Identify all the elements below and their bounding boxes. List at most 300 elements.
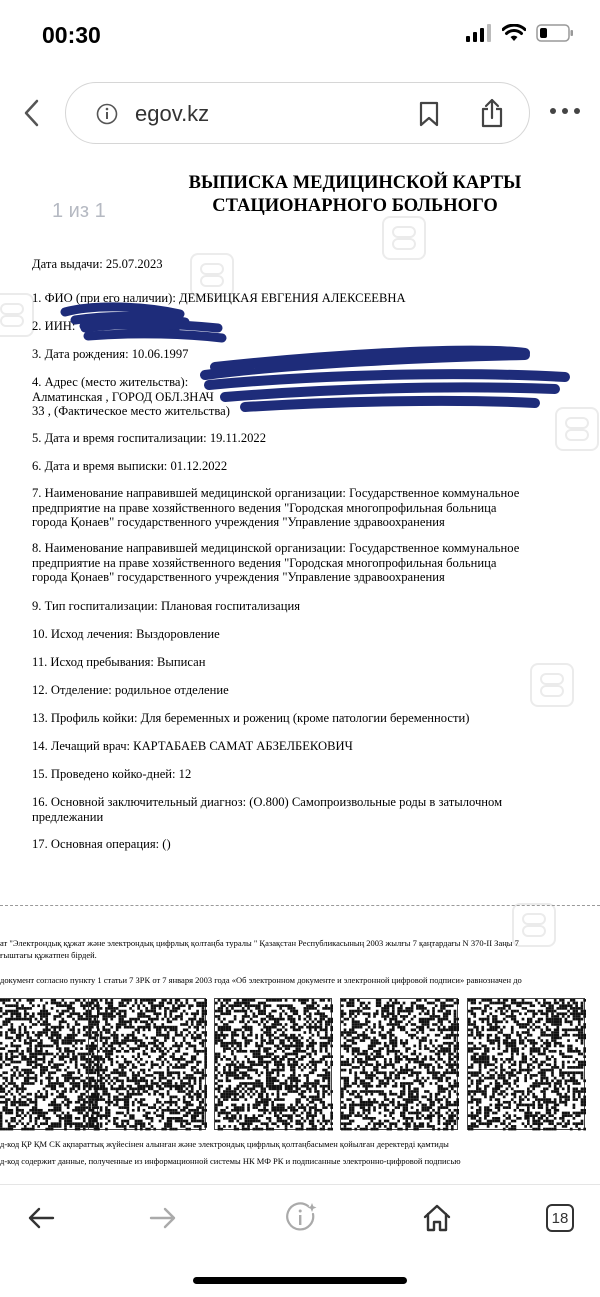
qr-module [389, 999, 392, 1002]
qr-module [397, 1023, 400, 1026]
qr-module [194, 1018, 197, 1021]
qr-module [231, 1034, 234, 1037]
qr-module [411, 1071, 414, 1074]
qr-module [11, 1088, 14, 1091]
qr-module [258, 1104, 261, 1107]
qr-module [45, 1117, 48, 1120]
qr-module [61, 1074, 64, 1077]
qr-module [454, 1050, 457, 1053]
qr-module [100, 1082, 103, 1085]
qr-module [59, 1015, 62, 1018]
qr-module [151, 1010, 154, 1013]
qr-module [285, 1047, 288, 1050]
qr-module [424, 1055, 427, 1058]
qr-module [325, 1120, 328, 1123]
qr-module [279, 1042, 282, 1045]
qr-module [67, 1114, 70, 1117]
qr-module [440, 1002, 443, 1005]
qr-module [113, 1034, 116, 1037]
qr-module [194, 1045, 197, 1048]
qr-module [11, 1045, 14, 1048]
qr-module [298, 1039, 301, 1042]
qr-module [100, 1066, 103, 1069]
qr-module [379, 1125, 382, 1128]
qr-module [456, 1029, 459, 1032]
qr-module [59, 1125, 62, 1128]
qr-module [468, 1020, 471, 1023]
qr-module [61, 1063, 64, 1066]
qr-module [554, 1061, 557, 1064]
qr-module [304, 1007, 307, 1010]
qr-module [153, 1010, 156, 1013]
qr-module [204, 1039, 207, 1042]
qr-module [191, 1104, 194, 1107]
qr-module [416, 1055, 419, 1058]
qr-module [186, 1077, 189, 1080]
qr-module [578, 1018, 581, 1021]
qr-module [56, 1069, 59, 1072]
qr-module [489, 1007, 492, 1010]
qr-module [506, 1039, 509, 1042]
qr-module [277, 999, 280, 1002]
qr-module [64, 1128, 67, 1131]
qr-module [309, 1004, 312, 1007]
qr-module [89, 1029, 92, 1032]
qr-module [368, 1045, 371, 1048]
field-referring-org: 7. Наименование направившей медицинской организации: Государственное коммунальное предприятие на праве хозяйственного ведения "Городская многопрофильная больница города Қонаев" государственного учреждения "Управление здравоохранения [32, 486, 520, 529]
qr-module [287, 1004, 290, 1007]
qr-module [247, 1069, 250, 1072]
qr-module [443, 1050, 446, 1053]
qr-module [56, 1114, 59, 1117]
qr-module [199, 1037, 202, 1040]
qr-module [40, 1069, 43, 1072]
qr-module [250, 1061, 253, 1064]
qr-module [532, 1042, 535, 1045]
qr-module [551, 1037, 554, 1040]
qr-module [312, 1050, 315, 1053]
qr-module [45, 1031, 48, 1034]
qr-module [317, 1010, 320, 1013]
qr-module [487, 1047, 490, 1050]
qr-module [119, 1004, 122, 1007]
qr-module [384, 1015, 387, 1018]
qr-module [37, 1031, 40, 1034]
qr-module [167, 1026, 170, 1029]
qr-module [40, 1082, 43, 1085]
qr-module [161, 1088, 164, 1091]
qr-module [506, 1050, 509, 1053]
qr-module [365, 1055, 368, 1058]
qr-module [151, 1050, 154, 1053]
qr-module [24, 1031, 27, 1034]
qr-module [35, 1055, 38, 1058]
qr-module [153, 1026, 156, 1029]
qr-module [172, 1077, 175, 1080]
qr-module [320, 1045, 323, 1048]
qr-module [411, 1093, 414, 1096]
qr-module [16, 1109, 19, 1112]
qr-module [228, 1120, 231, 1123]
qr-module [164, 1037, 167, 1040]
qr-module [236, 1042, 239, 1045]
qr-module [468, 1050, 471, 1053]
qr-module [322, 1069, 325, 1072]
qr-module [191, 1023, 194, 1026]
qr-module [524, 1055, 527, 1058]
qr-module [143, 1063, 146, 1066]
qr-module [175, 1050, 178, 1053]
qr-module [440, 1077, 443, 1080]
qr-module [250, 1122, 253, 1125]
qr-module [113, 1071, 116, 1074]
qr-module [440, 1058, 443, 1061]
qr-module [403, 1104, 406, 1107]
qr-module [287, 1037, 290, 1040]
qr-module [448, 1004, 451, 1007]
qr-module [119, 1088, 122, 1091]
qr-module [456, 1093, 459, 1096]
qr-module [140, 1045, 143, 1048]
qr-module [159, 1106, 162, 1109]
qr-module [430, 1002, 433, 1005]
qr-module [403, 1029, 406, 1032]
qr-module [530, 1026, 533, 1029]
qr-module [156, 1071, 159, 1074]
qr-module [127, 1002, 130, 1005]
qr-module [245, 1117, 248, 1120]
bookmark-icon[interactable] [417, 101, 441, 127]
qr-module [481, 999, 484, 1002]
qr-module [346, 1090, 349, 1093]
qr-module [357, 999, 360, 1002]
qr-module [159, 1120, 162, 1123]
qr-module [35, 1104, 38, 1107]
qr-module [27, 1061, 30, 1064]
qr-module [255, 1071, 258, 1074]
qr-module [92, 1079, 95, 1082]
qr-module [349, 1093, 352, 1096]
qr-module [140, 1125, 143, 1128]
qr-module [204, 1034, 207, 1037]
qr-module [481, 1061, 484, 1064]
qr-module [508, 1061, 511, 1064]
qr-module [175, 1058, 178, 1061]
qr-module [443, 1071, 446, 1074]
qr-module [368, 1037, 371, 1040]
qr-module [405, 1104, 408, 1107]
qr-module [443, 1015, 446, 1018]
qr-module [186, 1042, 189, 1045]
qr-module [119, 1112, 122, 1115]
qr-module [129, 1061, 132, 1064]
qr-module [29, 1093, 32, 1096]
qr-module [330, 1004, 333, 1007]
qr-module [78, 1122, 81, 1125]
qr-module [432, 1071, 435, 1074]
qr-module [5, 1128, 8, 1131]
more-icon[interactable] [548, 106, 582, 116]
qr-module [29, 1055, 32, 1058]
qr-module [53, 1082, 56, 1085]
qr-module [51, 999, 54, 1002]
qr-module [554, 1063, 557, 1066]
qr-module [236, 1112, 239, 1115]
qr-module [27, 1018, 30, 1021]
qr-module [354, 1071, 357, 1074]
qr-module [124, 1023, 127, 1026]
qr-module [448, 1071, 451, 1074]
qr-module [27, 1063, 30, 1066]
qr-module [290, 1106, 293, 1109]
qr-module [530, 1004, 533, 1007]
qr-module [94, 1096, 97, 1099]
qr-module [562, 1007, 565, 1010]
qr-module [538, 1066, 541, 1069]
qr-module [357, 1066, 360, 1069]
qr-module [183, 1071, 186, 1074]
watermark-logo [0, 293, 34, 337]
qr-module [11, 1128, 14, 1131]
field-fio: 1. ФИО (при его наличии): ДЕМБИЦКАЯ ЕВГЕНИЯ АЛЕКСЕЕВНА [32, 291, 406, 305]
qr-module [228, 1058, 231, 1061]
qr-module [167, 1082, 170, 1085]
qr-module [8, 1082, 11, 1085]
qr-module [416, 1071, 419, 1074]
qr-module [56, 1002, 59, 1005]
qr-module [78, 1088, 81, 1091]
qr-module [0, 1074, 2, 1077]
qr-module [492, 1047, 495, 1050]
qr-module [186, 1047, 189, 1050]
qr-module [551, 1012, 554, 1015]
qr-module [430, 1055, 433, 1058]
qr-module [341, 1055, 344, 1058]
qr-module [16, 1037, 19, 1040]
qr-module [67, 1071, 70, 1074]
qr-module [161, 1077, 164, 1080]
qr-module [408, 1010, 411, 1013]
qr-module [53, 1085, 56, 1088]
qr-module [575, 1012, 578, 1015]
qr-module [156, 1085, 159, 1088]
qr-module [532, 1047, 535, 1050]
qr-module [360, 1101, 363, 1104]
qr-module [250, 1050, 253, 1053]
qr-module [570, 1055, 573, 1058]
qr-module [454, 1026, 457, 1029]
qr-module [440, 1106, 443, 1109]
qr-module [19, 1012, 22, 1015]
qr-module [97, 1098, 100, 1101]
qr-module [263, 1002, 266, 1005]
qr-module [135, 1058, 138, 1061]
qr-module [322, 1058, 325, 1061]
qr-module [153, 1106, 156, 1109]
qr-module [293, 1026, 296, 1029]
qr-module [188, 1045, 191, 1048]
qr-module [253, 1120, 256, 1123]
qr-module [312, 1120, 315, 1123]
qr-module [403, 1082, 406, 1085]
qr-module [188, 1042, 191, 1045]
qr-module [164, 1125, 167, 1128]
qr-module [124, 1088, 127, 1091]
qr-module [365, 1077, 368, 1080]
qr-module [438, 1079, 441, 1082]
qr-module [362, 1007, 365, 1010]
qr-module [368, 1085, 371, 1088]
qr-module [282, 1050, 285, 1053]
qr-module [64, 1096, 67, 1099]
qr-module [13, 1125, 16, 1128]
qr-module [405, 1125, 408, 1128]
qr-module [21, 1104, 24, 1107]
qr-module [59, 1114, 62, 1117]
qr-module [223, 1023, 226, 1026]
qr-module [522, 1069, 525, 1072]
qr-module [48, 1079, 51, 1082]
qr-module [511, 1039, 514, 1042]
qr-module [413, 1112, 416, 1115]
qr-module [290, 1053, 293, 1056]
qr-module [191, 1120, 194, 1123]
qr-module [29, 1082, 32, 1085]
qr-module [8, 1020, 11, 1023]
qr-module [304, 1010, 307, 1013]
qr-module [67, 1007, 70, 1010]
qr-module [121, 1023, 124, 1026]
qr-module [559, 1053, 562, 1056]
qr-module [116, 1112, 119, 1115]
qr-module [92, 1002, 95, 1005]
qr-module [110, 1063, 113, 1066]
qr-module [484, 1055, 487, 1058]
url-text[interactable]: egov.kz [135, 101, 210, 126]
qr-module [145, 1074, 148, 1077]
qr-module [454, 1055, 457, 1058]
qr-module [495, 1018, 498, 1021]
qr-module [314, 1061, 317, 1064]
qr-module [487, 1023, 490, 1026]
qr-module [282, 1018, 285, 1021]
qr-module [0, 1026, 2, 1029]
qr-module [137, 1088, 140, 1091]
address-bar[interactable] [65, 82, 530, 144]
qr-module [471, 1058, 474, 1061]
qr-module [392, 1018, 395, 1021]
qr-module [151, 1061, 154, 1064]
qr-module [476, 1061, 479, 1064]
qr-module [551, 1023, 554, 1026]
qr-module [199, 1096, 202, 1099]
qr-module [392, 1101, 395, 1104]
qr-module [83, 1063, 86, 1066]
qr-module [97, 1074, 100, 1077]
qr-module [408, 1088, 411, 1091]
qr-module [239, 1082, 242, 1085]
qr-module [121, 1071, 124, 1074]
qr-module [395, 1042, 398, 1045]
qr-module [405, 1122, 408, 1125]
qr-module [53, 1109, 56, 1112]
qr-module [511, 1055, 514, 1058]
qr-module [503, 1042, 506, 1045]
info-icon[interactable] [96, 103, 118, 125]
qr-module [346, 1004, 349, 1007]
qr-module [56, 1109, 59, 1112]
qr-module [424, 999, 427, 1002]
qr-module [373, 1055, 376, 1058]
qr-module [94, 1088, 97, 1091]
qr-module [403, 1010, 406, 1013]
qr-module [471, 1047, 474, 1050]
qr-module [522, 1058, 525, 1061]
qr-module [269, 1012, 272, 1015]
qr-module [581, 1053, 584, 1056]
qr-module [389, 1004, 392, 1007]
qr-module [67, 1053, 70, 1056]
qr-module [255, 1015, 258, 1018]
qr-module [11, 1104, 14, 1107]
qr-module [438, 1088, 441, 1091]
qr-module [269, 1074, 272, 1077]
qr-module [419, 1047, 422, 1050]
qr-module [59, 1093, 62, 1096]
qr-module [365, 1058, 368, 1061]
qr-module [306, 1077, 309, 1080]
qr-module [148, 1085, 151, 1088]
qr-module [271, 1093, 274, 1096]
qr-module [282, 1109, 285, 1112]
qr-module [245, 1071, 248, 1074]
qr-module [304, 1120, 307, 1123]
share-icon[interactable] [479, 98, 505, 128]
qr-module [113, 1088, 116, 1091]
qr-module [196, 1120, 199, 1123]
qr-module [269, 1004, 272, 1007]
qr-module [97, 1050, 100, 1053]
qr-module [384, 1058, 387, 1061]
qr-module [309, 1007, 312, 1010]
qr-module [51, 1058, 54, 1061]
qr-module [514, 1039, 517, 1042]
qr-module [164, 1058, 167, 1061]
qr-module [78, 1071, 81, 1074]
qr-module [78, 1039, 81, 1042]
qr-module [97, 1004, 100, 1007]
qr-module [231, 1007, 234, 1010]
qr-module [325, 1090, 328, 1093]
qr-module [481, 1020, 484, 1023]
qr-module [202, 1101, 205, 1104]
qr-module [473, 1071, 476, 1074]
qr-module [204, 1058, 207, 1061]
qr-module [368, 1098, 371, 1101]
qr-module [180, 1090, 183, 1093]
qr-module [360, 1034, 363, 1037]
qr-module [220, 1031, 223, 1034]
qr-module [430, 1042, 433, 1045]
back-button[interactable] [16, 96, 46, 130]
qr-module [234, 1114, 237, 1117]
qr-module [373, 1128, 376, 1131]
qr-module [196, 1012, 199, 1015]
qr-module [196, 1029, 199, 1032]
qr-module [53, 1104, 56, 1107]
qr-module [175, 1007, 178, 1010]
qr-module [274, 1026, 277, 1029]
